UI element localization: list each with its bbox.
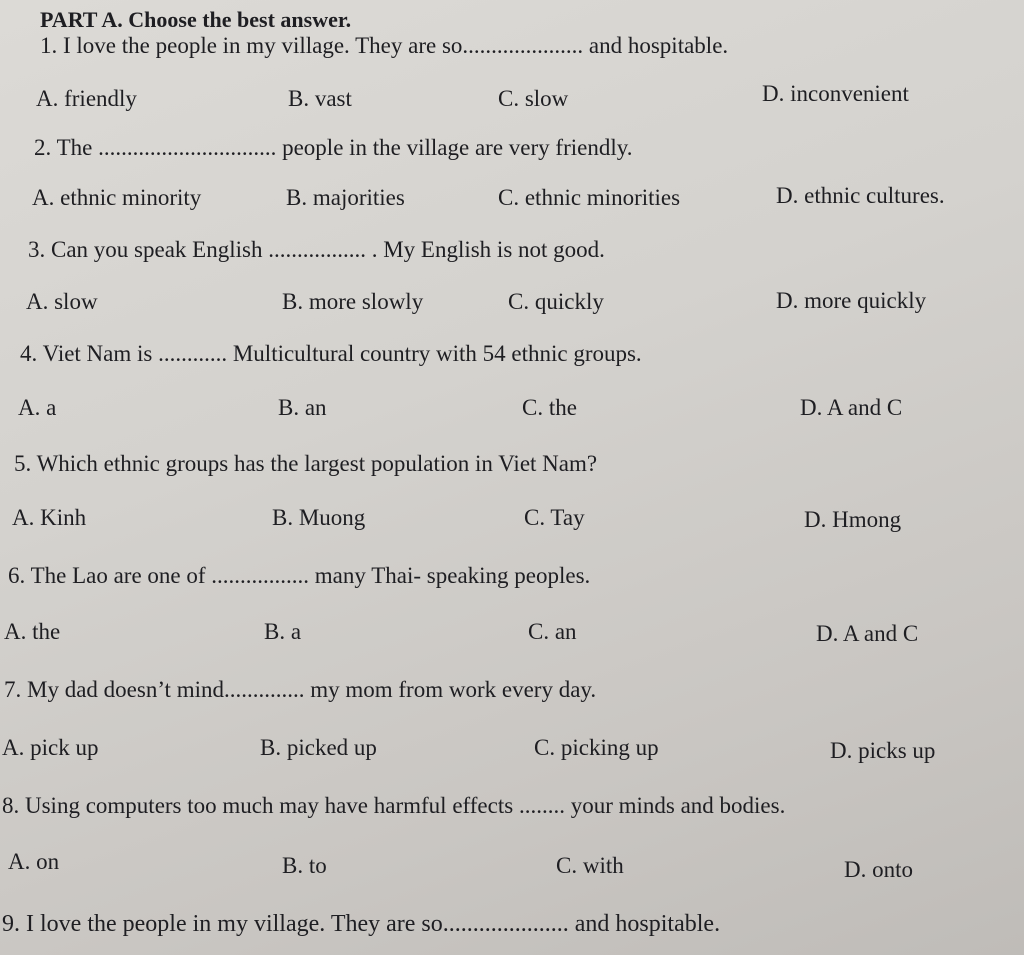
question-6-stem: 6. The Lao are one of ................. many Thai- speaking peoples.: [8, 563, 591, 588]
question-3-stem: 3. Can you speak English ................. . My English is not good.: [28, 237, 605, 262]
question-6-option-a[interactable]: A. the: [4, 619, 61, 644]
question-5-option-c[interactable]: C. Tay: [524, 505, 585, 530]
question-4-option-a[interactable]: A. a: [18, 395, 57, 420]
question-6-option-c[interactable]: C. an: [528, 619, 577, 644]
question-1-option-a[interactable]: A. friendly: [36, 86, 137, 111]
question-3-option-d[interactable]: D. more quickly: [776, 288, 927, 313]
question-7-option-b[interactable]: B. picked up: [260, 735, 377, 760]
question-1-option-b[interactable]: B. vast: [288, 86, 352, 111]
question-8-option-a[interactable]: A. on: [8, 849, 60, 874]
question-5-option-b[interactable]: B. Muong: [272, 505, 366, 530]
question-7-option-a[interactable]: A. pick up: [2, 735, 99, 760]
question-6-option-d[interactable]: D. A and C: [816, 621, 919, 646]
question-8-option-b[interactable]: B. to: [282, 853, 327, 878]
question-3-option-b[interactable]: B. more slowly: [282, 289, 424, 314]
question-4-option-b[interactable]: B. an: [278, 395, 327, 420]
part-title: PART A. Choose the best answer.: [40, 7, 352, 32]
question-7-stem: 7. My dad doesn’t mind.............. my mom from work every day.: [4, 677, 597, 702]
question-2-option-b[interactable]: B. majorities: [286, 185, 405, 210]
question-1-option-c[interactable]: C. slow: [498, 86, 569, 111]
question-3-option-c[interactable]: C. quickly: [508, 289, 604, 314]
question-5-option-d[interactable]: D. Hmong: [804, 507, 902, 532]
question-9-stem: 9. I love the people in my village. They are so..................... and hospitable.: [2, 911, 721, 937]
question-2-option-d[interactable]: D. ethnic cultures.: [776, 183, 945, 208]
question-2-option-c[interactable]: C. ethnic minorities: [498, 185, 681, 210]
question-4-option-c[interactable]: C. the: [522, 395, 577, 420]
question-5-option-a[interactable]: A. Kinh: [12, 505, 87, 530]
question-1-stem: 1. I love the people in my village. They are so..................... and hospitable.: [40, 33, 729, 58]
question-7-option-d[interactable]: D. picks up: [830, 738, 936, 763]
question-6-option-b[interactable]: B. a: [264, 619, 302, 644]
question-2-option-a[interactable]: A. ethnic minority: [32, 185, 202, 210]
question-8-stem: 8. Using computers too much may have harmful effects ........ your minds and bodies.: [2, 793, 786, 818]
question-4-stem: 4. Viet Nam is ............ Multicultural country with 54 ethnic groups.: [20, 341, 642, 366]
question-8-option-d[interactable]: D. onto: [844, 857, 913, 882]
question-5-stem: 5. Which ethnic groups has the largest population in Viet Nam?: [14, 451, 598, 476]
question-1-option-d[interactable]: D. inconvenient: [762, 81, 909, 106]
question-2-stem: 2. The ............................... people in the village are very friendly.: [34, 135, 633, 160]
question-4-option-d[interactable]: D. A and C: [800, 395, 903, 420]
question-7-option-c[interactable]: C. picking up: [534, 735, 659, 760]
question-8-option-c[interactable]: C. with: [556, 853, 624, 878]
question-3-option-a[interactable]: A. slow: [26, 289, 98, 314]
